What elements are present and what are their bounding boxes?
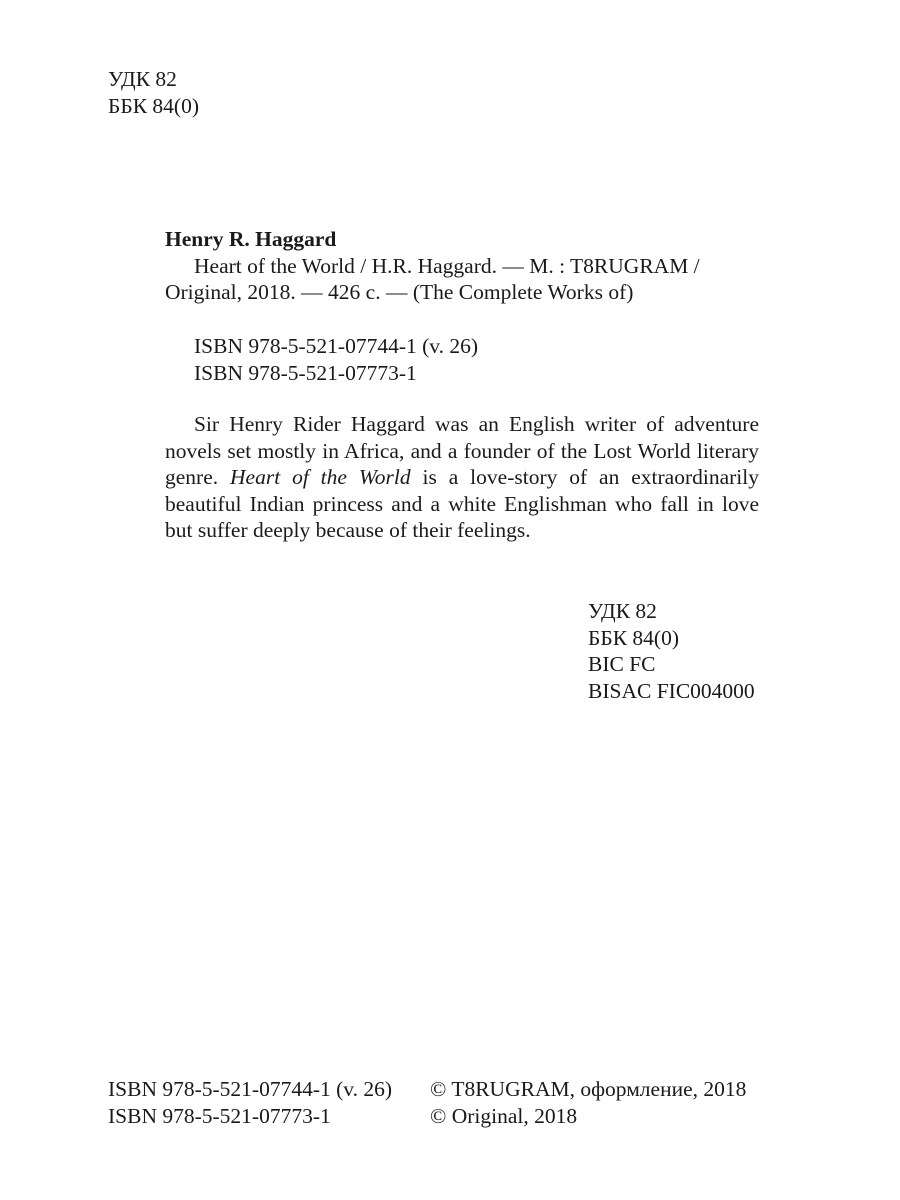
catalog-isbn-list <box>194 333 478 386</box>
annotation-text-after: is a love-story of an extraordinarily beautiful Indian princess and a white Englishman who fall in love but suffer deeply because of their feelings. <box>165 465 759 542</box>
bibliographic-description-line-1: Heart of the World / H.R. Haggard. — M. : T8RUGRAM / <box>194 253 700 278</box>
copyright-design: © T8RUGRAM, оформление, 2018 <box>430 1077 747 1101</box>
top-classification-codes <box>108 66 199 119</box>
footer-isbn-list <box>108 1076 392 1129</box>
copyright-original: © Original, 2018 <box>430 1103 578 1128</box>
annotation <box>165 411 759 544</box>
bbk-code: ББК 84(0) <box>588 625 679 650</box>
annotation-paragraph <box>165 411 759 544</box>
udk-code: УДК 82 <box>108 67 177 91</box>
footer-isbn-set: ISBN 978-5-521-07773-1 <box>108 1103 331 1128</box>
bbk-code: ББК 84(0) <box>108 93 199 118</box>
bic-code: BIC FC <box>588 652 656 676</box>
footer-copyright <box>430 1076 746 1129</box>
catalog-card <box>165 226 759 306</box>
footer-isbn-volume: ISBN 978-5-521-07744-1 (v. 26) <box>108 1077 393 1101</box>
isbn-volume: ISBN 978-5-521-07744-1 (v. 26) <box>194 334 479 358</box>
bisac-code: BISAC FIC004000 <box>588 678 755 703</box>
isbn-set: ISBN 978-5-521-07773-1 <box>194 360 417 385</box>
bibliographic-description-line-2: Original, 2018. — 426 c. — (The Complete Works of) <box>165 280 634 304</box>
author-name: Henry R. Haggard <box>165 227 337 251</box>
classification-codes <box>588 598 755 704</box>
udk-code: УДК 82 <box>588 599 657 623</box>
annotation-book-title: Heart of the World <box>230 465 411 489</box>
annotation-text-before: Sir Henry Rider Haggard was an English writer of adventure novels set mostly in Africa, and a founder of the Lost World literary genre. <box>165 412 759 489</box>
